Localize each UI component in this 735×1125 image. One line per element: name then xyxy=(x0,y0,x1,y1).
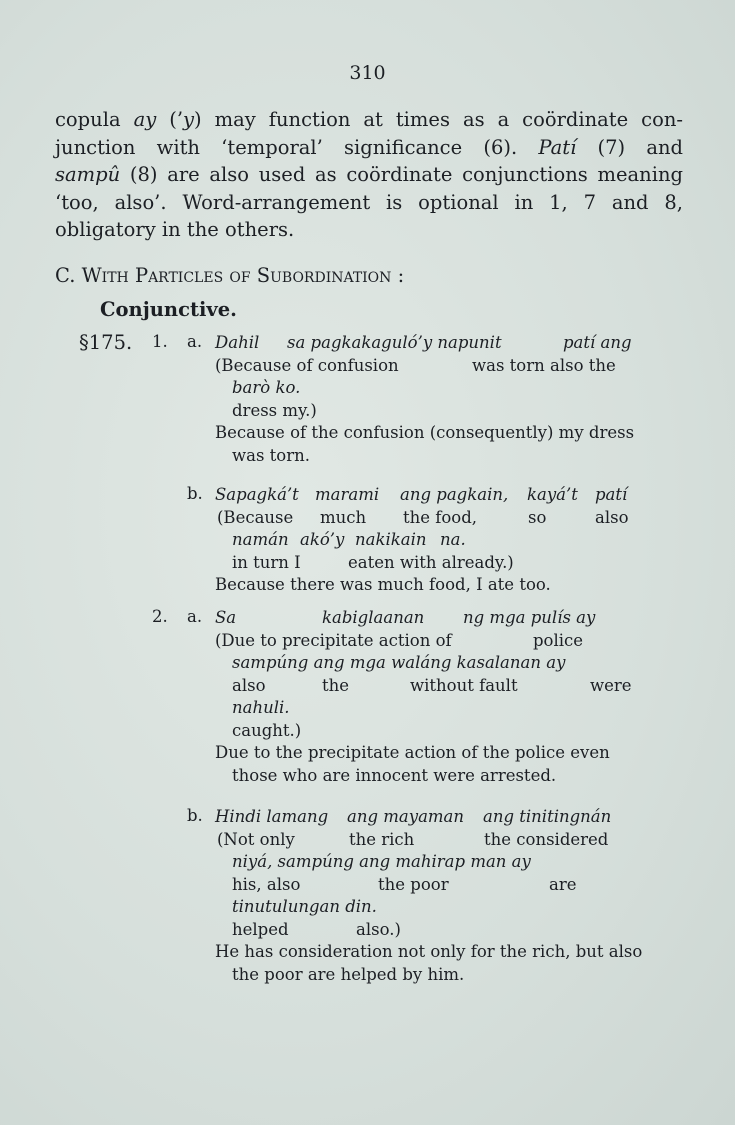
gloss-text: eaten with already.) xyxy=(348,552,514,572)
tagalog-text: sampúng ang mga waláng kasalanan ay xyxy=(232,653,566,672)
tagalog-text: marami xyxy=(315,485,380,504)
tagalog-text: na. xyxy=(440,530,466,549)
tagalog-text: Sapagká’t xyxy=(215,485,299,504)
tagalog-text: barò ko. xyxy=(232,378,301,397)
gloss-text: are xyxy=(549,874,577,894)
tagalog-text: Sa xyxy=(215,608,237,627)
subheading: Conjunctive. xyxy=(100,298,237,321)
text-run: ‘too, also’. Word-arrangement is optional in 1, 7 and 8, xyxy=(55,190,683,214)
translation-text: Because of the confusion (consequently) my dress xyxy=(215,423,635,442)
tagalog-text: ang pagkain, xyxy=(400,485,509,504)
gloss-text: (Not only xyxy=(217,829,295,849)
italic-run: Patí xyxy=(538,135,577,159)
text-run: ) may function at times as a coördinate con- xyxy=(194,108,683,131)
tagalog-text: ang mayaman xyxy=(347,807,465,826)
tagalog-text: akó’y xyxy=(300,530,345,549)
section-letter: C. xyxy=(55,264,82,287)
translation-text: Because there was much food, I ate too. xyxy=(215,575,551,594)
example-number: 2. xyxy=(152,607,168,626)
tagalog-text: namán xyxy=(232,530,289,549)
gloss-text: the rich xyxy=(349,829,415,849)
gloss-text: without fault xyxy=(410,675,518,695)
gloss-text: also xyxy=(232,675,266,695)
section-heading xyxy=(55,264,404,287)
tagalog-text: kayá’t xyxy=(527,485,578,504)
gloss-text: dress my.) xyxy=(232,400,317,420)
page-number: 310 xyxy=(349,62,386,84)
intro-line-5 xyxy=(55,216,683,244)
gloss-text: caught.) xyxy=(232,720,302,740)
italic-run: sampû xyxy=(55,163,121,186)
text-run: junction with ‘temporal’ significance (6). xyxy=(55,135,539,159)
tagalog-text: ang tinitingnán xyxy=(483,807,612,826)
gloss-text: much xyxy=(320,507,367,527)
tagalog-text: kabiglaanan xyxy=(322,608,425,627)
gloss-text: the considered xyxy=(484,829,609,849)
intro-line-3 xyxy=(55,161,683,189)
text-run: copula xyxy=(55,108,134,131)
tagalog-text: ng mga pulís ay xyxy=(463,608,596,627)
gloss-text: the poor xyxy=(378,874,449,894)
text-run: (7) and xyxy=(576,135,683,159)
translation-text: those who are innocent were arrested. xyxy=(232,765,557,785)
example-number: 1. xyxy=(152,332,168,351)
intro-paragraph xyxy=(55,106,683,244)
gloss-text: police xyxy=(533,630,584,650)
tagalog-text: nahuli. xyxy=(232,698,290,717)
section-mark: §175. xyxy=(79,331,133,354)
intro-line-4 xyxy=(55,189,683,217)
gloss-text: (Because of confusion xyxy=(215,355,399,375)
gloss-text: the xyxy=(322,675,350,695)
translation-text: was torn. xyxy=(232,445,310,465)
translation-text: He has consideration not only for the rich, but also xyxy=(215,942,643,961)
text-run: obligatory in the others. xyxy=(55,218,295,241)
tagalog-text: tinutulungan din. xyxy=(232,897,377,916)
example-letter: a. xyxy=(187,607,203,626)
gloss-text: (Due to precipitate action of xyxy=(215,630,452,650)
gloss-text: his, also xyxy=(232,874,301,894)
gloss-text: (Because xyxy=(217,507,294,527)
example-letter: b. xyxy=(187,806,203,825)
tagalog-text: patí xyxy=(595,485,628,504)
tagalog-text: niyá, sampúng ang mahirap man ay xyxy=(232,852,531,871)
section-title: With Particles of Subordination : xyxy=(81,264,405,287)
tagalog-text: Hindi lamang xyxy=(215,807,329,826)
text-run: (’ xyxy=(156,108,184,131)
translation-text: Due to the precipitate action of the police even xyxy=(215,743,610,762)
intro-line-2 xyxy=(55,134,683,162)
italic-run: ay xyxy=(133,108,157,131)
gloss-text: the food, xyxy=(403,507,478,527)
tagalog-text: patí ang xyxy=(563,333,632,352)
example-letter: b. xyxy=(187,484,203,503)
italic-run: y xyxy=(183,108,195,131)
gloss-text: so xyxy=(528,507,547,527)
example-letter: a. xyxy=(187,332,203,351)
gloss-text: was torn also the xyxy=(472,355,616,375)
gloss-text: also.) xyxy=(356,919,401,939)
tagalog-text: sa pagkakaguló’y napunit xyxy=(287,333,502,352)
text-run: (8) are also used as coördinate conjunctions meaning xyxy=(120,163,683,186)
gloss-text: in turn I xyxy=(232,552,301,572)
tagalog-text: Dahil xyxy=(215,333,260,352)
tagalog-text: nakikain xyxy=(355,530,427,549)
gloss-text: were xyxy=(590,675,632,695)
gloss-text: also xyxy=(595,507,629,527)
gloss-text: helped xyxy=(232,919,289,939)
intro-line-1 xyxy=(55,106,683,134)
translation-text: the poor are helped by him. xyxy=(232,964,465,984)
